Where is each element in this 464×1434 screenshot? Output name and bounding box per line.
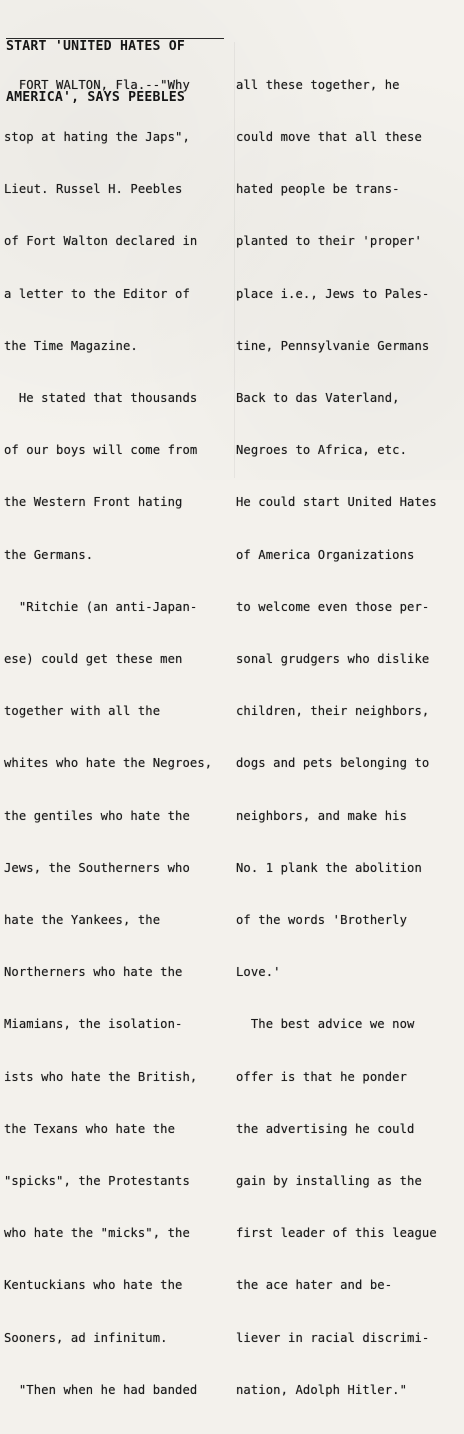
article-line: place i.e., Jews to Pales-	[236, 286, 430, 301]
article-line: "Ritchie (an anti-Japan-	[4, 599, 198, 614]
article-line: together with all the	[4, 704, 161, 719]
article-line: Kentuckians who hate the	[4, 1278, 183, 1293]
article-line: planted to their 'proper'	[236, 234, 422, 249]
article-line: the Time Magazine.	[4, 338, 138, 353]
article-line: hated people be trans-	[236, 182, 400, 197]
article-line: dogs and pets belonging to	[236, 756, 430, 771]
article-line: stop at hating the Japs",	[4, 130, 190, 145]
article-line: the Western Front hating	[4, 495, 183, 510]
column-divider	[234, 42, 235, 478]
headline-line: AMERICA', SAYS PEEBLES	[6, 90, 186, 105]
article-line: Lieut. Russel H. Peebles	[4, 182, 183, 197]
article-line: Love.'	[236, 965, 281, 980]
article-line: whites who hate the Negroes,	[4, 756, 213, 771]
article-line: ese) could get these men	[4, 652, 183, 667]
article-line: "spicks", the Protestants	[4, 1174, 190, 1189]
article-line: to welcome even those per-	[236, 599, 430, 614]
article-line: of America Organizations	[236, 547, 415, 562]
article-line: Back to das Vaterland,	[236, 391, 400, 406]
article-line: Sooners, ad infinitum.	[4, 1330, 168, 1345]
article-line: liever in racial discrimi-	[236, 1330, 430, 1345]
article-line: "Then when he had banded	[4, 1382, 198, 1397]
article-line: tine, Pennsylvanie Germans	[236, 338, 430, 353]
article-line: He stated that thousands	[4, 391, 198, 406]
article-line: The best advice we now	[236, 1017, 415, 1032]
article-line: neighbors, and make his	[236, 808, 408, 823]
article-line: a letter to the Editor of	[4, 286, 190, 301]
article-line: the Germans.	[4, 547, 94, 562]
article-line: offer is that he ponder	[236, 1069, 408, 1084]
article-line: first leader of this league	[236, 1226, 437, 1241]
article-line: the advertising he could	[236, 1121, 415, 1136]
article-line: the ace hater and be-	[236, 1278, 393, 1293]
article-line: Jews, the Southerners who	[4, 860, 190, 875]
article-line: hate the Yankees, the	[4, 913, 161, 928]
article-line: Negroes to Africa, etc.	[236, 443, 408, 458]
headline-line: START 'UNITED HATES OF	[6, 39, 186, 54]
left-column	[4, 42, 234, 1434]
article-line: who hate the "micks", the	[4, 1226, 190, 1241]
article-line: nation, Adolph Hitler."	[236, 1382, 408, 1397]
article-line: of our boys will come from	[4, 443, 198, 458]
article-line: Northerners who hate the	[4, 965, 183, 980]
article-line: No. 1 plank the abolition	[236, 860, 422, 875]
article-line: the Texans who hate the	[4, 1121, 176, 1136]
article-line: gain by installing as the	[236, 1174, 422, 1189]
right-column	[236, 42, 460, 1434]
article-line: Miamians, the isolation-	[4, 1017, 183, 1032]
article-line: children, their neighbors,	[236, 704, 430, 719]
article-line: of Fort Walton declared in	[4, 234, 198, 249]
article-line: the gentiles who hate the	[4, 808, 190, 823]
article-line: FORT WALTON, Fla.--"Why	[4, 77, 190, 92]
headline-rule	[6, 38, 224, 39]
article-line: sonal grudgers who dislike	[236, 652, 430, 667]
article-line: could move that all these	[236, 130, 422, 145]
article-line: He could start United Hates	[236, 495, 437, 510]
article-line: of the words 'Brotherly	[236, 913, 408, 928]
article-line: all these together, he	[236, 77, 400, 92]
article-line: ists who hate the British,	[4, 1069, 198, 1084]
